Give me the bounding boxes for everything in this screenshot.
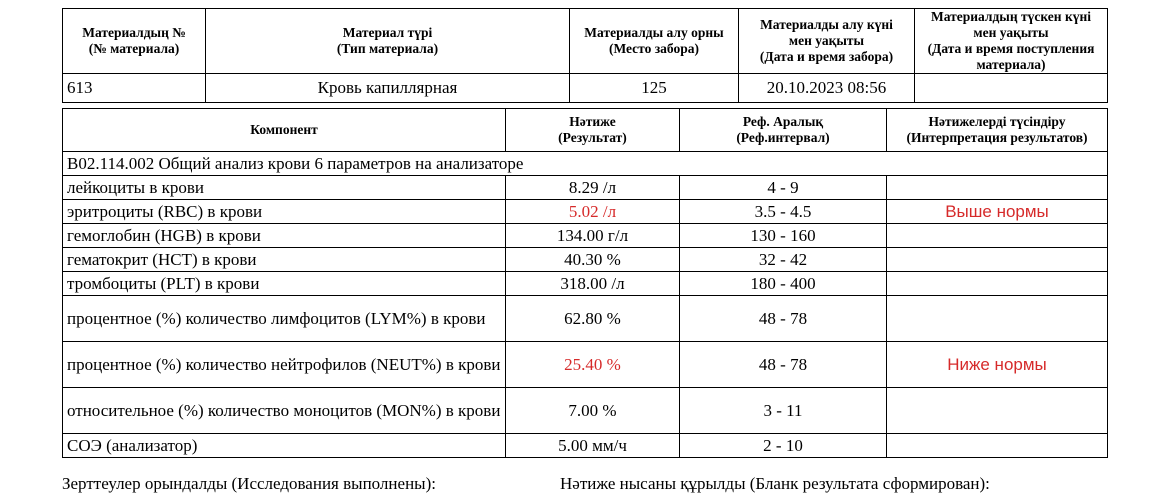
table-row <box>63 248 1108 272</box>
material-info-table <box>62 8 1108 103</box>
interpretation <box>887 176 1108 200</box>
result-value: 25.40 % <box>506 342 680 388</box>
component-name: эритроциты (RBC) в крови <box>63 200 506 224</box>
table-row <box>63 176 1108 200</box>
reference-range: 48 - 78 <box>680 296 887 342</box>
table-row <box>63 272 1108 296</box>
reference-range: 32 - 42 <box>680 248 887 272</box>
table-row <box>63 200 1108 224</box>
material-type-header <box>206 9 570 74</box>
section-row <box>63 152 1108 176</box>
table-row <box>63 388 1108 434</box>
reference-range: 3 - 11 <box>680 388 887 434</box>
component-name: процентное (%) количество нейтрофилов (NEUT%) в крови <box>63 342 506 388</box>
material-collected: 20.10.2023 08:56 <box>739 74 915 103</box>
header-text: Нәтижелерді түсіндіру (Интерпретация результатов) <box>906 114 1088 145</box>
reference-header <box>680 109 887 152</box>
interpretation <box>887 272 1108 296</box>
interpretation-header <box>887 109 1108 152</box>
results-header-row <box>63 109 1108 152</box>
reference-range: 130 - 160 <box>680 224 887 248</box>
result-value: 40.30 % <box>506 248 680 272</box>
material-value-row <box>63 74 1108 103</box>
material-received <box>915 74 1108 103</box>
material-number: 613 <box>63 74 206 103</box>
component-name: процентное (%) количество лимфоцитов (LYM%) в крови <box>63 296 506 342</box>
component-name: тромбоциты (PLT) в крови <box>63 272 506 296</box>
interpretation <box>887 434 1108 458</box>
header-text: Материалды алу күні мен уақыты (Дата и время забора) <box>759 17 894 64</box>
header-kz: Материалдың № (№ материала) <box>82 25 186 56</box>
table-row <box>63 434 1108 458</box>
result-value: 8.29 /л <box>506 176 680 200</box>
material-received-header <box>915 9 1108 74</box>
material-place: 125 <box>570 74 739 103</box>
result-value: 5.00 мм/ч <box>506 434 680 458</box>
header-text: Компонент <box>250 122 318 137</box>
table-row <box>63 224 1108 248</box>
reference-range: 2 - 10 <box>680 434 887 458</box>
header-text: Материалды алу орны (Место забора) <box>584 25 724 56</box>
component-name: лейкоциты в крови <box>63 176 506 200</box>
component-name: гемоглобин (HGB) в крови <box>63 224 506 248</box>
section-title: B02.114.002 Общий анализ крови 6 параметров на анализаторе <box>63 152 1108 176</box>
component-header <box>63 109 506 152</box>
interpretation <box>887 296 1108 342</box>
reference-range: 48 - 78 <box>680 342 887 388</box>
reference-range: 3.5 - 4.5 <box>680 200 887 224</box>
result-value: 5.02 /л <box>506 200 680 224</box>
material-type: Кровь капиллярная <box>206 74 570 103</box>
header-text: Нәтиже (Результат) <box>558 114 627 145</box>
results-table <box>62 108 1108 458</box>
component-name: гематокрит (HCT) в крови <box>63 248 506 272</box>
footer-form-created: Нәтиже нысаны құрылды (Бланк результата сформирован): <box>560 474 990 493</box>
result-value: 134.00 г/л <box>506 224 680 248</box>
interpretation: Выше нормы <box>887 200 1108 224</box>
interpretation <box>887 248 1108 272</box>
reference-range: 180 - 400 <box>680 272 887 296</box>
interpretation: Ниже нормы <box>887 342 1108 388</box>
header-text: Материал түрі (Тип материала) <box>336 25 439 56</box>
reference-range: 4 - 9 <box>680 176 887 200</box>
header-text: Материалдың түскен күні мен уақыты (Дата и время поступления материала) <box>927 9 1095 72</box>
component-name: относительное (%) количество моноцитов (MON%) в крови <box>63 388 506 434</box>
material-number-header <box>63 9 206 74</box>
material-header-row <box>63 9 1108 74</box>
interpretation <box>887 388 1108 434</box>
header-text: Реф. Аралық (Реф.интервал) <box>736 114 830 145</box>
result-value: 7.00 % <box>506 388 680 434</box>
component-name: СОЭ (анализатор) <box>63 434 506 458</box>
material-place-header <box>570 9 739 74</box>
result-header <box>506 109 680 152</box>
footer-performed-by: Зерттеулер орындалды (Исследования выполнены): <box>62 474 436 493</box>
table-row <box>63 342 1108 388</box>
material-collected-header <box>739 9 915 74</box>
interpretation <box>887 224 1108 248</box>
result-value: 62.80 % <box>506 296 680 342</box>
table-row <box>63 296 1108 342</box>
result-value: 318.00 /л <box>506 272 680 296</box>
